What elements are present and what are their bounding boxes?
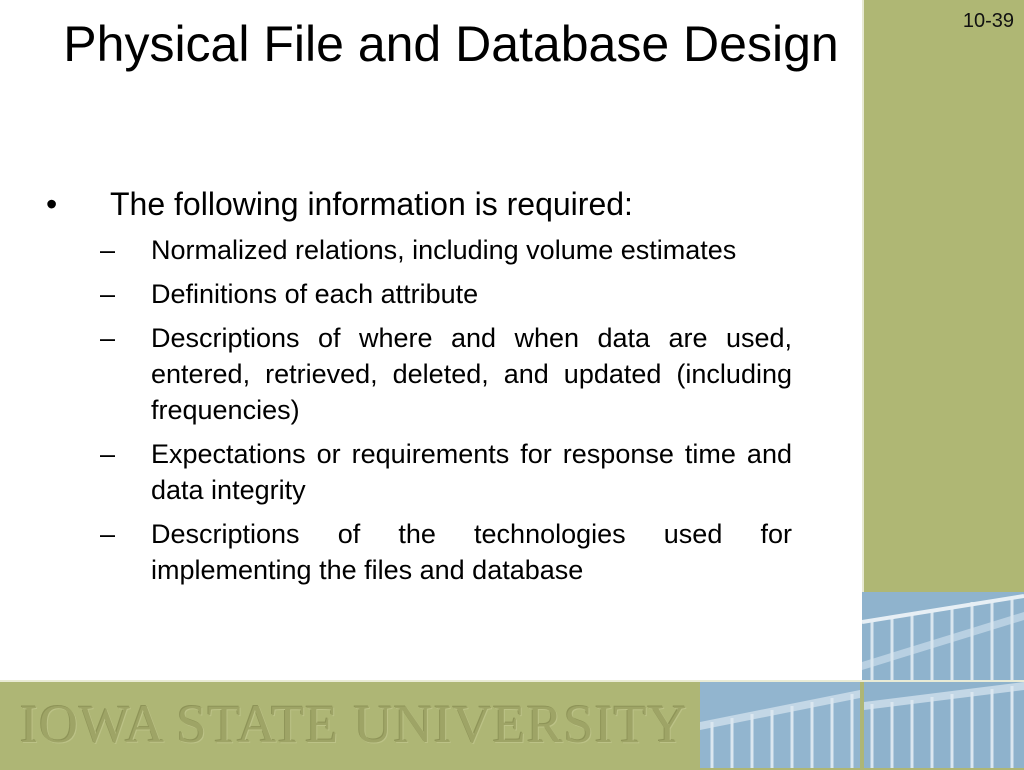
dash-symbol: – bbox=[100, 439, 116, 469]
building-photo-icon bbox=[864, 682, 1024, 768]
dash-symbol: – bbox=[100, 519, 116, 549]
bullet-symbol: • bbox=[46, 186, 58, 222]
list-item-text: Expectations or requirements for response time and data integrity bbox=[151, 439, 792, 505]
list-item bbox=[40, 516, 792, 588]
list-item-text: Definitions of each attribute bbox=[151, 279, 479, 309]
slide-number: 10-39 bbox=[962, 10, 1014, 32]
sub-bullet-list bbox=[40, 232, 792, 588]
main-bullet bbox=[40, 182, 792, 226]
building-photo-icon bbox=[700, 682, 860, 768]
list-item bbox=[40, 232, 792, 268]
bullet-text: The following information is required: bbox=[110, 186, 633, 222]
dash-symbol: – bbox=[100, 235, 116, 265]
building-photo-icon bbox=[862, 592, 1024, 680]
university-wordmark: IOWA STATE UNIVERSITY bbox=[20, 694, 688, 754]
dash-symbol: – bbox=[100, 323, 116, 353]
list-item-text: Normalized relations, including volume estimates bbox=[151, 235, 737, 265]
list-item-text: Descriptions of the technologies used for implementing the files and database bbox=[151, 519, 792, 585]
slide-content bbox=[40, 182, 792, 596]
list-item-text: Descriptions of where and when data are used, entered, retrieved, deleted, and updated (including frequencies) bbox=[151, 323, 792, 425]
dash-symbol: – bbox=[100, 279, 116, 309]
list-item bbox=[40, 436, 792, 508]
list-item bbox=[40, 276, 792, 312]
list-item bbox=[40, 320, 792, 428]
slide-title: Physical File and Database Design bbox=[63, 16, 839, 72]
